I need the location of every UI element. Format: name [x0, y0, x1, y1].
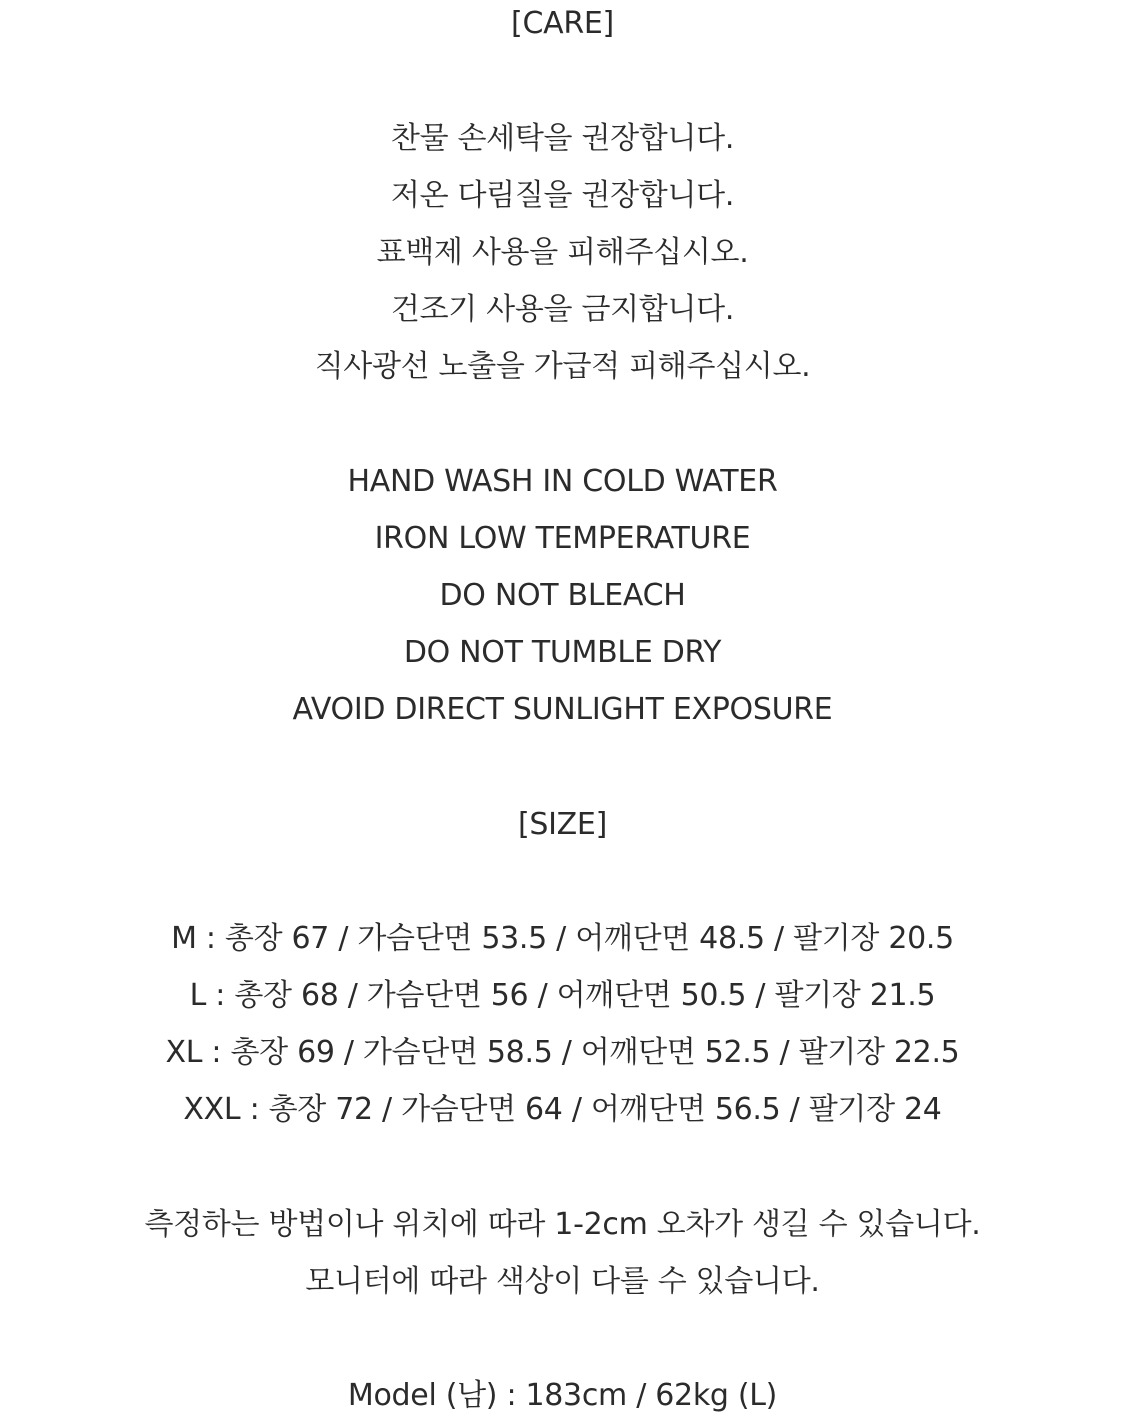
- care-korean-line: 건조기 사용을 금지합니다.: [390, 292, 735, 327]
- care-english-line: DO NOT BLEACH: [439, 578, 686, 613]
- color-note: 모니터에 따라 색상이 다를 수 있습니다.: [305, 1264, 820, 1299]
- model-info: Model (남) : 183cm / 62kg (L): [347, 1378, 778, 1413]
- size-row-m: M : 총장 67 / 가슴단면 53.5 / 어깨단면 48.5 / 팔기장 20.5: [171, 921, 954, 956]
- size-row-l: L : 총장 68 / 가슴단면 56 / 어깨단면 50.5 / 팔기장 21.5: [189, 978, 936, 1013]
- care-korean-line: 찬물 손세탁을 권장합니다.: [390, 121, 735, 156]
- care-korean-line: 저온 다림질을 권장합니다.: [390, 178, 735, 213]
- care-english-line: DO NOT TUMBLE DRY: [403, 635, 722, 670]
- size-heading: [SIZE]: [517, 807, 607, 842]
- care-english-line: HAND WASH IN COLD WATER: [347, 464, 778, 499]
- size-row-xxl: XXL : 총장 72 / 가슴단면 64 / 어깨단면 56.5 / 팔기장 24: [183, 1092, 942, 1127]
- care-english-line: IRON LOW TEMPERATURE: [374, 521, 751, 556]
- care-korean-line: 표백제 사용을 피해주십시오.: [376, 235, 749, 270]
- measurement-note: 측정하는 방법이나 위치에 따라 1-2cm 오차가 생길 수 있습니다.: [144, 1207, 981, 1242]
- care-korean-line: 직사광선 노출을 가급적 피해주십시오.: [314, 349, 811, 384]
- care-heading: [CARE]: [511, 6, 614, 41]
- care-english-line: AVOID DIRECT SUNLIGHT EXPOSURE: [292, 692, 833, 727]
- size-row-xl: XL : 총장 69 / 가슴단면 58.5 / 어깨단면 52.5 / 팔기장 22.5: [165, 1035, 960, 1070]
